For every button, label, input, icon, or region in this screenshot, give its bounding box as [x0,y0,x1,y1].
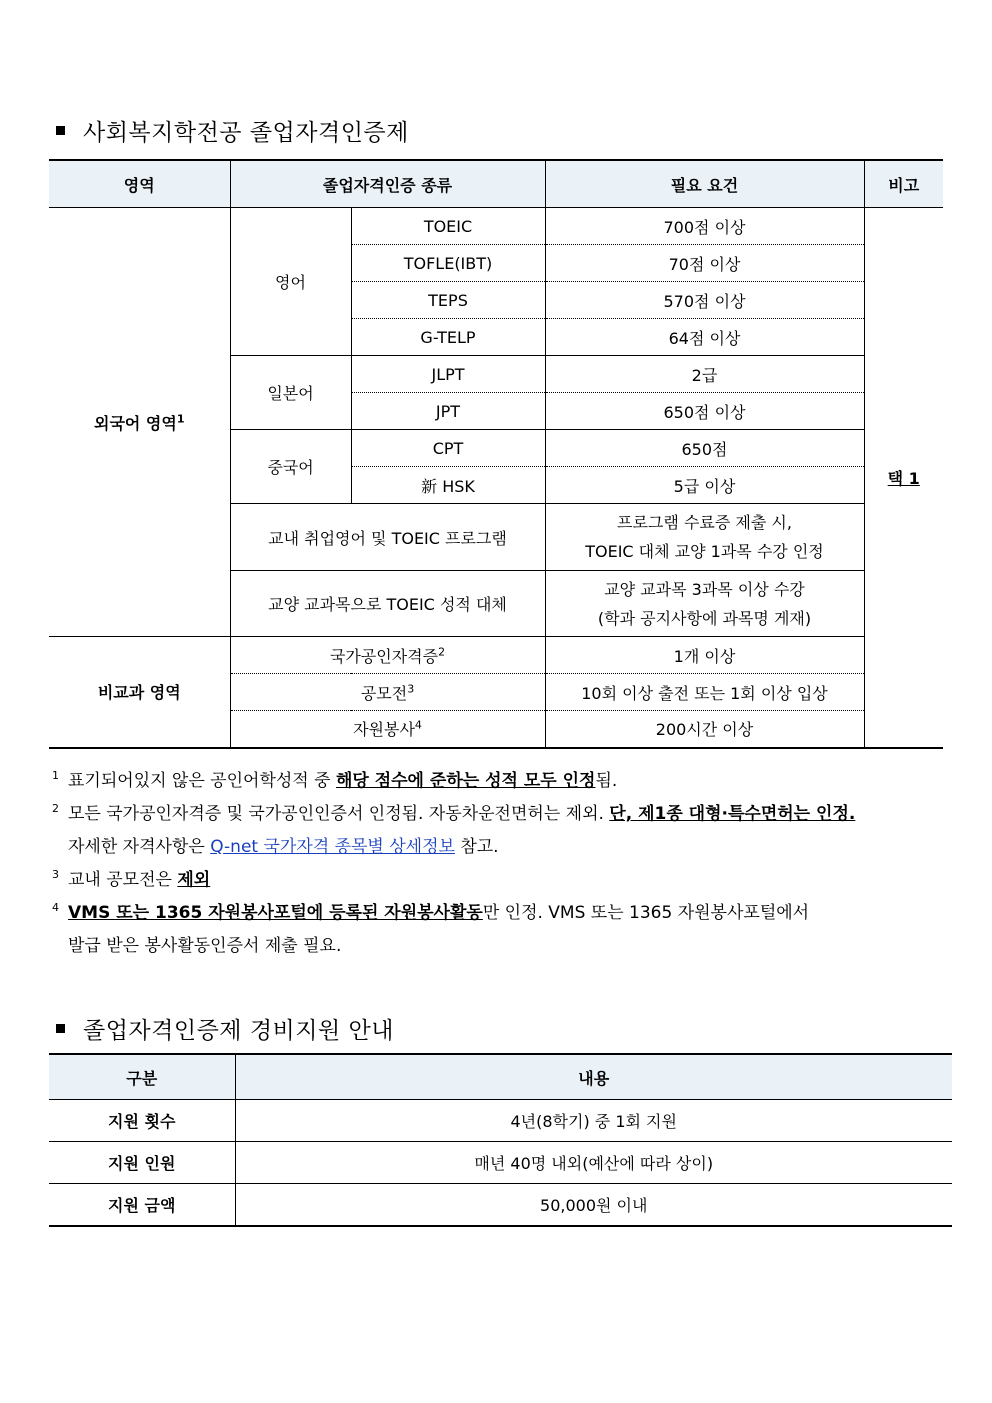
footnote-text: 모든 국가공인자격증 및 국가공인인증서 인정됨. 자동차운전면허는 제외. [68,804,610,824]
test-name: 新 HSK [351,467,545,504]
footnote-emphasis: 단, 제1종 대형·특수면허는 인정. [609,804,856,824]
program-requirement [545,504,864,571]
support-key: 지원 인원 [49,1142,235,1184]
footnote-text: 교내 공모전은 [68,870,178,890]
square-bullet-icon [56,126,65,135]
header-type: 졸업자격인증 종류 [230,160,545,208]
footnote-text: 자세한 자격사항은 [68,837,211,857]
qnet-link[interactable]: Q-net 국가자격 종목별 상세정보 [210,837,455,857]
test-requirement: 700점 이상 [545,208,864,245]
header-content: 내용 [235,1054,952,1100]
footnote-ref: 1 [176,412,185,426]
japanese-group: 일본어 [230,356,351,430]
footnote-ref: 2 [438,645,446,659]
test-requirement: 650점 이상 [545,393,864,430]
requirement-line: TOEIC 대체 교양 1과목 수강 인정 [585,542,824,561]
footnote-number: 3 [52,868,59,881]
item-requirement: 10회 이상 출전 또는 1회 이상 입상 [545,674,864,711]
test-name: TOFLE(IBT) [351,245,545,282]
footnote-text: 표기되어있지 않은 공인어학성적 중 [68,771,336,791]
footnote-text: 발급 받은 봉사활동인증서 제출 필요. [68,936,342,956]
test-name: JPT [351,393,545,430]
requirement-line: 프로그램 수료증 제출 시, [617,513,792,532]
footnotes [52,765,952,963]
test-name: TEPS [351,282,545,319]
support-key: 지원 금액 [49,1184,235,1227]
item-label-cell [230,711,545,748]
footnote-1 [52,765,952,798]
foreign-area-cell [49,208,230,637]
test-name: CPT [351,430,545,467]
test-requirement: 70점 이상 [545,245,864,282]
table-row [49,1184,952,1227]
footnote-text: 참고. [454,837,499,857]
section1-heading [52,114,409,147]
support-value: 50,000원 이내 [235,1184,952,1227]
footnote-4-continued [52,930,952,963]
table-row [49,208,943,245]
footnote-4 [52,897,952,930]
footnote-emphasis: VMS 또는 1365 자원봉사포털에 등록된 자원봉사활동 [68,903,483,923]
footnote-text: 만 인정. VMS 또는 1365 자원봉사포털에서 [482,903,810,923]
item-requirement: 1개 이상 [545,637,864,674]
support-key: 지원 횟수 [49,1100,235,1142]
section1-title: 사회복지학전공 졸업자격인증제 [83,120,409,146]
program-label: 교양 교과목으로 TOEIC 성적 대체 [230,571,545,637]
item-label: 자원봉사 [353,720,415,740]
program-requirement [545,571,864,637]
support-value: 매년 40명 내외(예산에 따라 상이) [235,1142,952,1184]
footnote-2-continued [52,831,952,864]
test-name: G-TELP [351,319,545,356]
chinese-group: 중국어 [230,430,351,504]
foreign-area-label: 외국어 영역 [93,413,177,433]
test-requirement: 5급 이상 [545,467,864,504]
footnote-number: 1 [52,769,59,782]
nonsubject-area-cell: 비교과 영역 [49,637,230,748]
header-area: 영역 [49,160,230,208]
table-header-row [49,160,943,208]
footnote-ref: 4 [414,718,422,732]
header-category: 구분 [49,1054,235,1100]
section2-title: 졸업자격인증제 경비지원 안내 [83,1018,394,1044]
test-name: JLPT [351,356,545,393]
item-label: 공모전 [360,683,408,703]
remark-cell: 택 1 [864,208,943,748]
header-requirement: 필요 요건 [545,160,864,208]
footnote-number: 4 [52,901,59,914]
square-bullet-icon [56,1024,65,1033]
footnote-2 [52,798,952,831]
footnote-ref: 3 [407,682,415,696]
section2-heading [52,1012,394,1045]
item-label: 국가공인자격증 [329,646,439,666]
test-requirement: 570점 이상 [545,282,864,319]
test-requirement: 2급 [545,356,864,393]
table-row [49,1100,952,1142]
footnote-text: 됨. [595,771,618,791]
item-label-cell [230,637,545,674]
requirement-line: (학과 공지사항에 과목명 게재) [597,608,812,628]
requirement-line: 교양 교과목 3과목 이상 수강 [604,579,805,599]
header-remark: 비고 [864,160,943,208]
item-label-cell [230,674,545,711]
table-header-row [49,1054,952,1100]
support-value: 4년(8학기) 중 1회 지원 [235,1100,952,1142]
program-label: 교내 취업영어 및 TOEIC 프로그램 [230,504,545,571]
footnote-3 [52,864,952,897]
item-requirement: 200시간 이상 [545,711,864,748]
table-row [49,1142,952,1184]
footnote-emphasis: 제외 [177,870,211,890]
support-table [49,1053,952,1227]
footnote-emphasis: 해당 점수에 준하는 성적 모두 인정 [335,771,596,791]
footnote-number: 2 [52,802,59,815]
english-group: 영어 [230,208,351,356]
table-row [49,637,943,674]
test-requirement: 650점 [545,430,864,467]
test-name: TOEIC [351,208,545,245]
certification-table [49,159,943,749]
test-requirement: 64점 이상 [545,319,864,356]
